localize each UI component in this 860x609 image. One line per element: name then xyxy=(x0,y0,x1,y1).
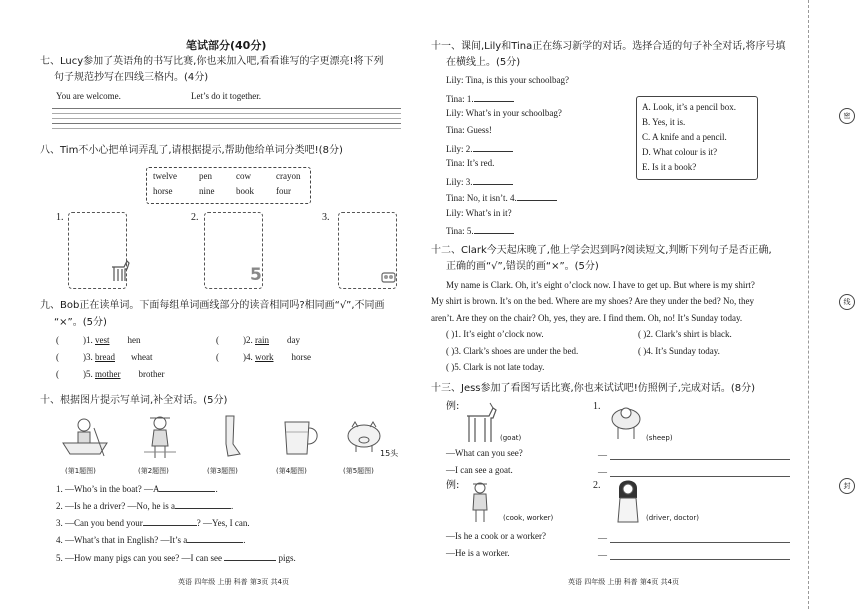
q7-title: 七、Lucy参加了英语角的书写比赛,你也来加入吧,看看谁写的字更漂亮!将下列 xyxy=(40,56,384,67)
item-2-dash-1: — xyxy=(598,533,607,543)
caption-3: (第3题图) xyxy=(207,467,238,475)
q9-item-3[interactable]: ( )3. bread wheat xyxy=(56,352,153,362)
q10-line-5[interactable]: 5. —How many pigs can you see? —I can see pigs. xyxy=(56,550,296,565)
word-crayon: crayon xyxy=(276,171,301,181)
q11-title-2: 在横线上。(5分) xyxy=(446,57,521,68)
word-twelve: twelve xyxy=(153,171,177,181)
dialog-line-1: Lily: Tina, is this your schoolbag? xyxy=(446,75,570,85)
word-horse: horse xyxy=(153,186,173,196)
q9-item-2[interactable]: ( )2. rain day xyxy=(216,335,300,345)
option-c: C. A knife and a pencil. xyxy=(642,132,727,142)
q9-item-1[interactable]: ( )1. vest hen xyxy=(56,335,141,345)
boat-farmer-icon xyxy=(60,416,110,458)
dialog-line-2[interactable]: Tina: 1. xyxy=(446,91,514,106)
q10-title: 十、根据图片提示写单词,补全对话。(5分) xyxy=(40,395,228,406)
dialog-line-7[interactable]: Lily: 3. xyxy=(446,174,513,189)
category-box-1[interactable] xyxy=(68,212,127,289)
box-number-2: 2. xyxy=(191,212,199,223)
q12-item-5[interactable]: ( )5. Clark is not late today. xyxy=(446,362,545,372)
q10-line-4[interactable]: 4. —What’s that in English? —It’s a . xyxy=(56,532,245,547)
category-box-3[interactable] xyxy=(338,212,397,289)
q9-title: 九、Bob正在读单词。下面每组单词画线部分的读音相同吗?相同画“√”,不同画 xyxy=(40,300,385,311)
right-footer: 英语 四年级 上册 科普 第4页 共4页 xyxy=(568,578,680,586)
item-2-caption: (driver, doctor) xyxy=(646,514,699,522)
binding-line xyxy=(808,0,809,609)
item-1-dash-2: — xyxy=(598,467,607,477)
q12-item-1[interactable]: ( )1. It’s eight o’clock now. xyxy=(446,329,544,339)
doctor-icon xyxy=(613,478,643,524)
item-1-dash-1: — xyxy=(598,450,607,460)
category-box-2[interactable] xyxy=(204,212,263,289)
word-cow: cow xyxy=(236,171,251,181)
dialog-line-9: Lily: What’s in it? xyxy=(446,208,512,218)
item-2-answer-line-2[interactable] xyxy=(610,559,790,560)
goat-icon xyxy=(463,402,499,444)
q7-title-2: 句子规范抄写在四线三格内。(4分) xyxy=(54,72,209,83)
passage-line-3: aren’t. Are they on the chair? Oh, yes, they are. I find them. Oh, no! It’s Sunday today. xyxy=(431,313,743,323)
item-2-answer-line-1[interactable] xyxy=(610,542,790,543)
option-a: A. Look, it’s a pencil box. xyxy=(642,102,736,112)
q11-title: 十一、课间,Lily和Tina正在练习新学的对话。选择合适的句子补全对话,将序号填 xyxy=(431,41,786,52)
box-number-3: 3. xyxy=(322,212,330,223)
q13-title: 十三、Jess参加了看图写话比赛,你也来试试吧!仿照例子,完成对话。(8分) xyxy=(431,383,756,394)
margin-mark-3: 封 xyxy=(839,478,855,494)
pig-count-label: 15头 xyxy=(380,449,399,458)
item-1-answer-line-2[interactable] xyxy=(610,476,790,477)
q10-line-2[interactable]: 2. —Is he a driver? —No, he is a . xyxy=(56,498,233,513)
box-number-1: 1. xyxy=(56,212,64,223)
example-2-caption: (cook, worker) xyxy=(503,514,554,522)
sheep-icon xyxy=(608,403,644,443)
option-e: E. Is it a book? xyxy=(642,162,697,172)
q7-sentence-1: You are welcome. xyxy=(56,91,121,101)
example-2-question: —Is he a cook or a worker? xyxy=(446,531,546,541)
caption-1: (第1题图) xyxy=(65,467,96,475)
option-d: D. What colour is it? xyxy=(642,147,718,157)
caption-5: (第5题图) xyxy=(343,467,374,475)
farmer-icon xyxy=(138,414,182,460)
number-hint: 5 xyxy=(250,265,262,285)
example-1-answer: —I can see a goat. xyxy=(446,465,513,475)
q12-item-2[interactable]: ( )2. Clark’s shirt is black. xyxy=(638,329,732,339)
example-2-answer: —He is a worker. xyxy=(446,548,510,558)
q7-sentence-2: Let’s do it together. xyxy=(191,91,261,101)
q9-title-2: “×”。(5分) xyxy=(54,317,107,328)
example-1-caption: (goat) xyxy=(500,434,522,442)
dialog-line-10[interactable]: Tina: 5. xyxy=(446,223,514,238)
leg-icon xyxy=(214,414,244,460)
word-nine: nine xyxy=(199,186,215,196)
q12-title: 十二、Clark今天起床晚了,他上学会迟到吗?阅读短文,判断下列句子是否正确, xyxy=(431,245,772,256)
word-four: four xyxy=(276,186,291,196)
section-header: 笔试部分(40分) xyxy=(186,39,267,52)
word-book: book xyxy=(236,186,254,196)
left-footer: 英语 四年级 上册 科普 第3页 共4页 xyxy=(178,578,290,586)
caption-4: (第4题图) xyxy=(276,467,307,475)
example-label-2: 例: xyxy=(446,480,460,491)
item-2-dash-2: — xyxy=(598,550,607,560)
example-1-question: —What can you see? xyxy=(446,448,523,458)
dialog-line-6: Tina: It’s red. xyxy=(446,158,495,168)
q12-title-2: 正确的画“√”,错误的画“×”。(5分) xyxy=(446,261,599,272)
q9-item-4[interactable]: ( )4. work horse xyxy=(216,352,311,362)
margin-mark-1: 密 xyxy=(839,108,855,124)
caption-2: (第2题图) xyxy=(138,467,169,475)
example-label-1: 例: xyxy=(446,401,460,412)
q8-title: 八、Tim不小心把单词弄乱了,请根据提示,帮助他给单词分类吧!(8分) xyxy=(40,145,343,156)
word-pen: pen xyxy=(199,171,212,181)
worker-icon xyxy=(464,480,496,524)
margin-mark-2: 线 xyxy=(839,294,855,310)
dialog-line-3: Lily: What’s in your schoolbag? xyxy=(446,108,562,118)
q10-line-3[interactable]: 3. —Can you bend your ? —Yes, I can. xyxy=(56,515,250,530)
item-1-caption: (sheep) xyxy=(646,434,673,442)
q10-line-1[interactable]: 1. —Who’s in the boat? —A . xyxy=(56,481,218,496)
option-b: B. Yes, it is. xyxy=(642,117,686,127)
dialog-line-5[interactable]: Lily: 2. xyxy=(446,141,513,156)
item-number-2: 2. xyxy=(593,480,601,491)
dialog-line-8[interactable]: Tina: No, it isn’t. 4. xyxy=(446,190,557,205)
pig-icon xyxy=(344,420,384,454)
passage-line-2: My shirt is brown. It’s on the bed. Where are my shoes? Are they under the bed? No, they xyxy=(431,296,755,306)
item-1-answer-line-1[interactable] xyxy=(610,459,790,460)
q9-item-5[interactable]: ( )5. mother brother xyxy=(56,369,165,379)
q12-item-4[interactable]: ( )4. It’s Sunday today. xyxy=(638,346,720,356)
q12-item-3[interactable]: ( )3. Clark’s shoes are under the bed. xyxy=(446,346,579,356)
cup-icon xyxy=(280,418,322,458)
crayon-icon xyxy=(381,269,397,283)
item-number-1: 1. xyxy=(593,401,601,412)
horse-icon xyxy=(109,257,131,283)
dialog-line-4: Tina: Guess! xyxy=(446,125,492,135)
passage-line-1: My name is Clark. Oh, it’s eight o’clock now. I have to get up. But where is my shirt? xyxy=(446,280,755,290)
